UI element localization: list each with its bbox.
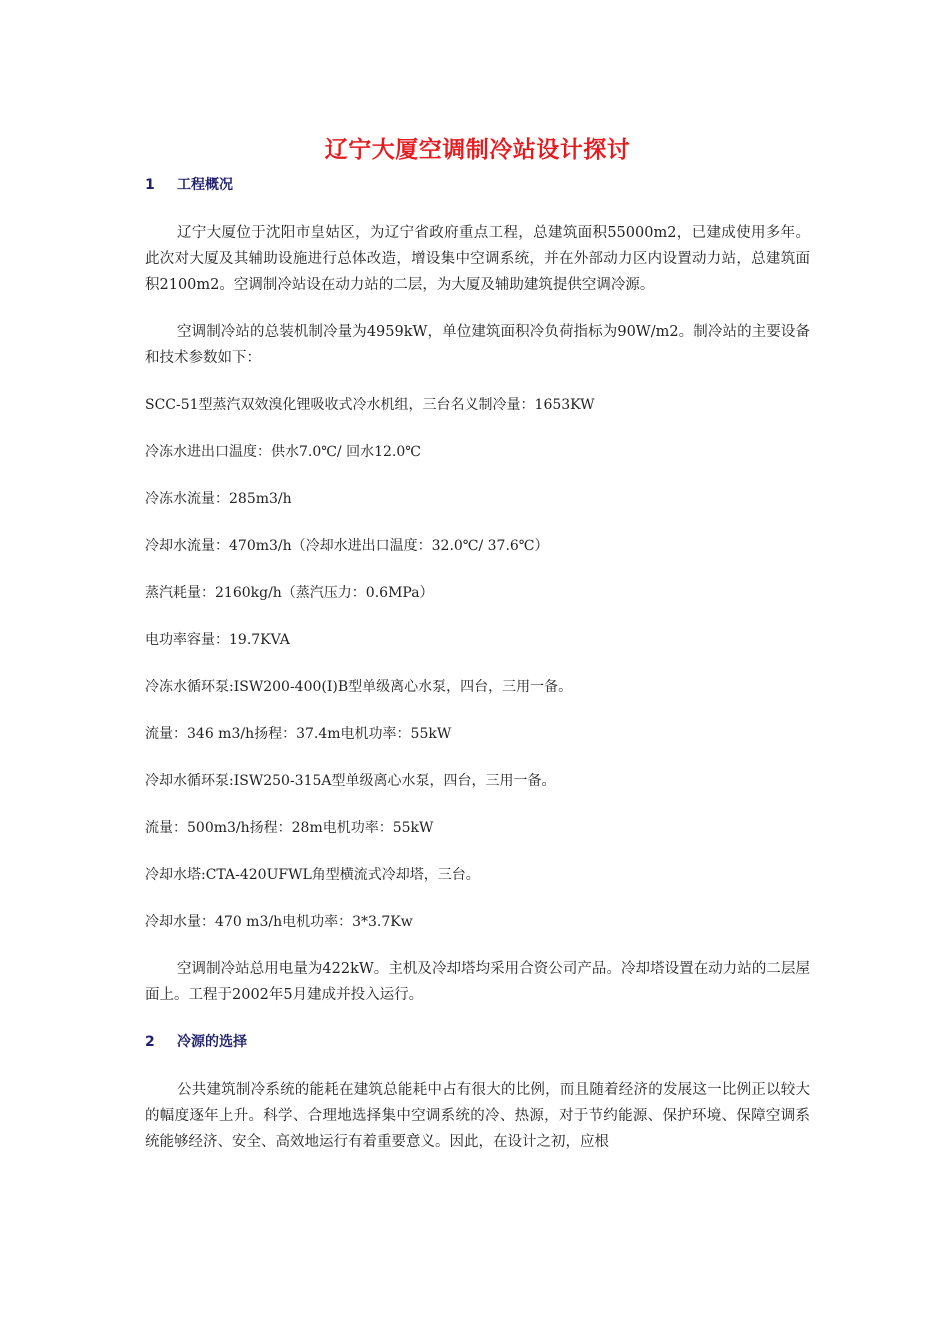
spec-item: SCC-51型蒸汽双效溴化锂吸收式冷水机组，三台名义制冷量：1653KW	[145, 397, 595, 413]
section-1-title: 工程概况	[177, 177, 233, 193]
section-2-heading	[145, 1029, 810, 1055]
spec-item: 冷冻水进出口温度：供水7.0℃/ 回水12.0℃	[145, 444, 421, 460]
section-1-paragraph-3: 空调制冷站总用电量为422kW。主机及冷却塔均采用合资公司产品。冷却塔设置在动力站的二层屋面上。工程于2002年5月建成并投入运行。	[145, 961, 810, 1003]
section-1-heading	[145, 172, 810, 198]
spec-item: 冷却水循环泵:ISW250-315A型单级离心水泵，四台，三用一备。	[145, 773, 556, 789]
spec-item: 冷却水量：470 m3/h电机功率：3*3.7Kw	[145, 914, 413, 930]
section-1-paragraph-1: 辽宁大厦位于沈阳市皇姑区，为辽宁省政府重点工程，总建筑面积55000m2，已建成使用多年。此次对大厦及其辅助设施进行总体改造，增设集中空调系统，并在外部动力区内设置动力站，总建筑面积2100m2。空调制冷站设在动力站的二层，为大厦及辅助建筑提供空调冷源。	[145, 225, 810, 293]
document-title: 辽宁大厦空调制冷站设计探讨	[324, 137, 631, 163]
section-2-title: 冷源的选择	[177, 1034, 247, 1050]
spec-item: 流量：500m3/h扬程：28m电机功率：55kW	[145, 820, 434, 836]
spec-item: 电功率容量：19.7KVA	[145, 632, 290, 648]
spec-item: 冷冻水流量：285m3/h	[145, 491, 292, 507]
spec-item: 冷却水流量：470m3/h（冷却水进出口温度：32.0℃/ 37.6℃）	[145, 538, 549, 554]
spec-item: 蒸汽耗量：2160kg/h（蒸汽压力：0.6MPa）	[145, 585, 434, 601]
spec-item: 冷却水塔:CTA-420UFWL角型横流式冷却塔，三台。	[145, 867, 480, 883]
section-1-paragraph-2: 空调制冷站的总装机制冷量为4959kW，单位建筑面积冷负荷指标为90W/m2。制冷站的主要设备和技术参数如下：	[145, 324, 810, 366]
section-1-number: 1	[145, 177, 155, 193]
section-2-number: 2	[145, 1034, 155, 1050]
spec-item: 流量：346 m3/h扬程：37.4m电机功率：55kW	[145, 726, 452, 742]
document-page	[145, 130, 810, 1155]
spec-item: 冷冻水循环泵:ISW200-400(I)B型单级离心水泵，四台，三用一备。	[145, 679, 573, 695]
section-2-paragraph-1: 公共建筑制冷系统的能耗在建筑总能耗中占有很大的比例，而且随着经济的发展这一比例正以较大的幅度逐年上升。科学、合理地选择集中空调系统的冷、热源，对于节约能源、保护环境、保障空调系统能够经济、安全、高效地运行有着重要意义。因此，在设计之初，应根	[145, 1082, 810, 1150]
